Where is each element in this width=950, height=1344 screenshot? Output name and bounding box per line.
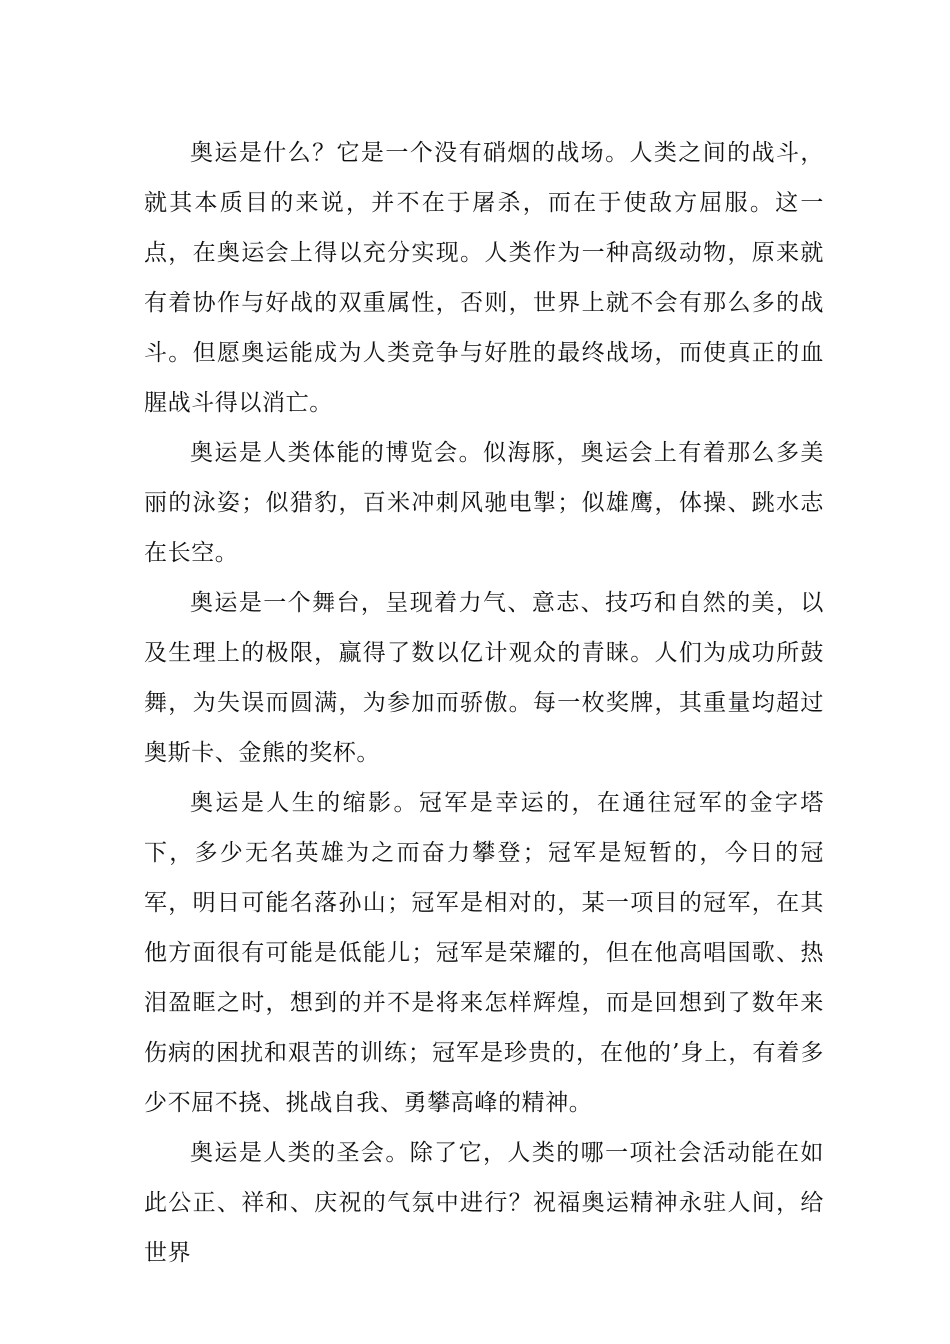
- paragraph-4: 奥运是人生的缩影。冠军是幸运的，在通往冠军的金字塔下，多少无名英雄为之而奋力攀登；冠军是短暂的，今日的冠军，明日可能名落孙山；冠军是相对的，某一项目的冠军，在其他方面很有可能是低能儿；冠军是荣耀的，但在他高唱国歌、热泪盈眶之时，想到的并不是将来怎样辉煌，而是回想到了数年来伤病的困扰和艰苦的训练；冠军是珍贵的，在他的’身上，有着多少不屈不挠、挑战自我、勇攀高峰的精神。: [144, 790, 824, 1116]
- paragraph-5: 奥运是人类的圣会。除了它，人类的哪一项社会活动能在如此公正、祥和、庆祝的气氛中进行？祝福奥运精神永驻人间，给世界: [144, 1140, 824, 1266]
- paragraph-2: 奥运是人类体能的博览会。似海豚，奥运会上有着那么多美丽的泳姿；似猎豹，百米冲刺风驰电掣；似雄鹰，体操、跳水志在长空。: [144, 440, 824, 566]
- paragraph-3: 奥运是一个舞台，呈现着力气、意志、技巧和自然的美，以及生理上的极限，赢得了数以亿计观众的青睐。人们为成功所鼓舞，为失误而圆满，为参加而骄傲。每一枚奖牌，其重量均超过奥斯卡、金熊的奖杯。: [144, 590, 824, 766]
- body-text: [144, 128, 824, 1278]
- paragraph-1: 奥运是什么？它是一个没有硝烟的战场。人类之间的战斗，就其本质目的来说，并不在于屠杀，而在于使敌方屈服。这一点，在奥运会上得以充分实现。人类作为一种高级动物，原来就有着协作与好战的双重属性，否则，世界上就不会有那么多的战斗。但愿奥运能成为人类竞争与好胜的最终战场，而使真正的血腥战斗得以消亡。: [144, 140, 824, 416]
